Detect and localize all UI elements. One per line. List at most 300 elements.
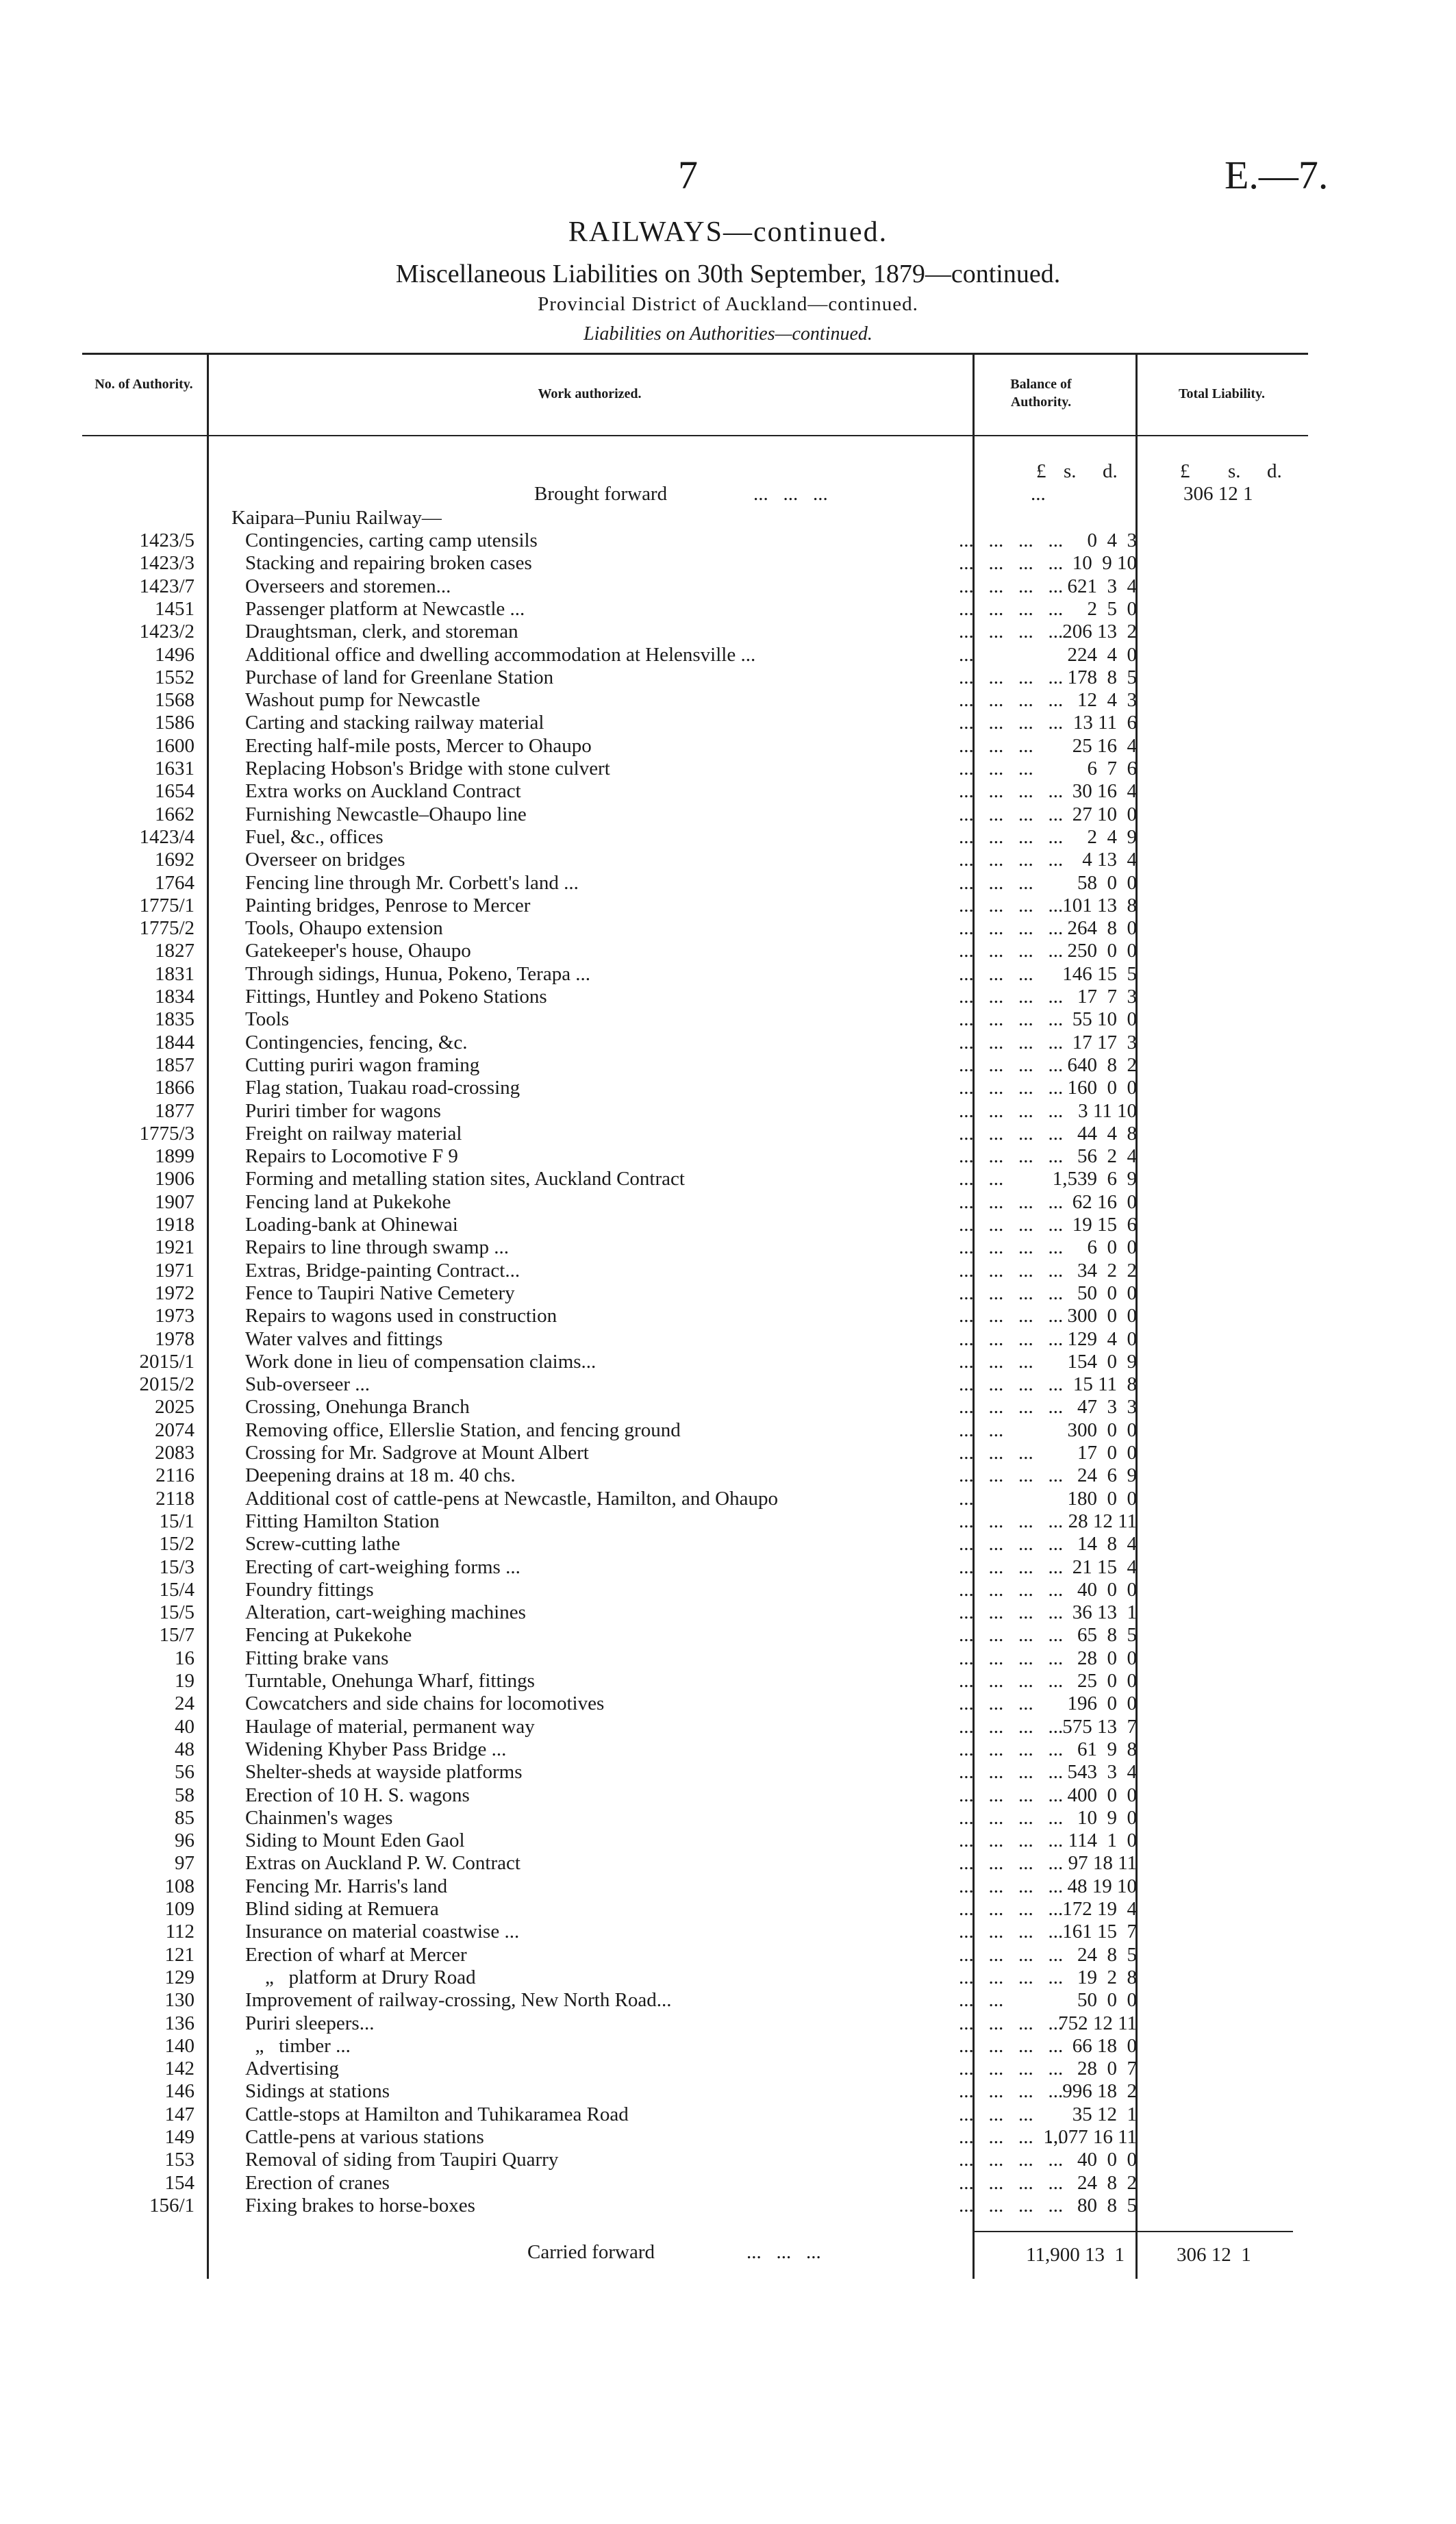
work-description: Haulage of material, permanent way (245, 1715, 535, 1738)
authority-number: 15/4 (159, 1578, 194, 1601)
authority-number: 15/5 (159, 1601, 194, 1624)
leader-dots: ... ... ... ... (959, 1966, 1064, 1988)
table-row (0, 1647, 1456, 1670)
authority-number: 1918 (155, 1214, 194, 1236)
table-row (0, 1761, 1456, 1784)
col-header-total: Total Liability. (1179, 386, 1265, 401)
authority-number: 1423/4 (139, 825, 194, 848)
leader-dots: ... ... ... ... (959, 2080, 1064, 2103)
carried-forward-label: Carried forward (527, 2241, 655, 2263)
brought-forward-dots: ... ... ... (753, 483, 828, 505)
balance-amount: 58 0 0 (1077, 871, 1137, 894)
leader-dots: ... ... ... ... (959, 621, 1064, 643)
work-description: Extras on Auckland P. W. Contract (245, 1852, 520, 1875)
balance-amount: 575 13 7 (1062, 1715, 1137, 1738)
leader-dots: ... ... ... ... (959, 940, 1064, 962)
work-description: Through sidings, Hunua, Pokeno, Terapa ... (245, 962, 591, 985)
balance-amount: 40 0 0 (1077, 1578, 1137, 1601)
leader-dots: ... ... ... ... (959, 1214, 1064, 1236)
work-description: Work done in lieu of compensation claims... (245, 1350, 597, 1373)
authority-number: 136 (164, 2012, 194, 2034)
work-description: Blind siding at Remuera (245, 1898, 439, 1920)
balance-amount: 28 0 7 (1077, 2058, 1137, 2080)
balance-amount: 17 7 3 (1077, 986, 1137, 1008)
authority-number: 15/7 (159, 1624, 194, 1647)
shillings-unit: s. (1064, 460, 1077, 482)
table-row (0, 689, 1456, 712)
table-row (0, 2035, 1456, 2058)
work-description: Removal of siding from Taupiri Quarry (245, 2149, 559, 2171)
table-top-rule (82, 353, 1308, 355)
table-row (0, 1875, 1456, 1898)
leader-dots: ... ... ... ... (959, 1053, 1064, 1076)
balance-amount: 62 16 0 (1072, 1190, 1137, 1213)
table-row (0, 2058, 1456, 2080)
col-header-work: Work authorized. (538, 386, 642, 401)
leader-dots: ... ... ... ... (959, 689, 1064, 712)
leader-dots: ... ... ... ... (959, 1647, 1064, 1669)
table-row (0, 2149, 1456, 2171)
balance-amount: 6 0 0 (1087, 1236, 1137, 1259)
work-description: Extra works on Auckland Contract (245, 780, 521, 803)
table-row (0, 598, 1456, 621)
page-number: 7 (678, 153, 698, 197)
balance-amount: 129 4 0 (1067, 1327, 1137, 1350)
table-row (0, 1716, 1456, 1738)
leader-dots: ... ... ... (959, 962, 1033, 985)
balance-amount: 14 8 4 (1077, 1533, 1137, 1555)
balance-amount: 17 17 3 (1072, 1031, 1137, 1053)
table-row (0, 1351, 1456, 1373)
leader-dots: ... ... ... (959, 1692, 1033, 1715)
table-row (0, 758, 1456, 780)
work-description: Fencing land at Pukekohe (245, 1190, 451, 1213)
leader-dots: ... ... ... ... (959, 552, 1064, 575)
work-description: Repairs to line through swamp ... (245, 1236, 510, 1259)
work-description: Fitting Hamilton Station (245, 1510, 440, 1532)
authority-number: 1834 (155, 986, 194, 1008)
leader-dots: ... ... ... ... (959, 1670, 1064, 1692)
leader-dots: ... ... ... ... (959, 1305, 1064, 1327)
section-heading: Liabilities on Authorities—continued. (583, 323, 873, 345)
subtitle: Miscellaneous Liabilities on 30th September, 1879—continued. (395, 260, 1061, 288)
balance-amount: 1,539 6 9 (1052, 1168, 1137, 1190)
leader-dots: ... ... ... ... (959, 1282, 1064, 1304)
authority-number: 153 (164, 2149, 194, 2171)
work-description: Freight on railway material (245, 1122, 462, 1145)
leader-dots: ... ... ... ... (959, 1601, 1064, 1624)
table-row (0, 1579, 1456, 1601)
authority-number: 1692 (155, 849, 194, 871)
work-description: Replacing Hobson's Bridge with stone culvert (245, 758, 610, 779)
table-row (0, 575, 1456, 598)
leader-dots: ... ... ... ... (959, 825, 1064, 848)
leader-dots: ... ... ... (959, 1350, 1033, 1373)
table-row (0, 2012, 1456, 2035)
leader-dots: ... ... ... ... (959, 2012, 1064, 2034)
authority-number: 112 (165, 1921, 194, 1943)
balance-amount: 206 13 2 (1062, 621, 1137, 643)
table-row (0, 1966, 1456, 1989)
table-row (0, 1328, 1456, 1351)
leader-dots: ... ... ... ... (959, 575, 1064, 597)
balance-amount: 101 13 8 (1062, 894, 1137, 916)
balance-amount: 56 2 4 (1077, 1145, 1137, 1168)
leader-dots: ... ... ... ... (959, 1555, 1064, 1578)
leader-dots: ... ... ... ... (959, 597, 1064, 620)
leader-dots: ... ... (959, 1989, 1004, 2012)
leader-dots: ... ... ... ... (959, 1510, 1064, 1532)
authority-number: 130 (164, 1989, 194, 2012)
balance-amount: 19 15 6 (1072, 1214, 1137, 1236)
table-row (0, 1692, 1456, 1715)
authority-number: 1857 (155, 1053, 194, 1076)
table-row (0, 666, 1456, 689)
authority-number: 1835 (155, 1008, 194, 1031)
work-description: Deepening drains at 18 m. 40 chs. (245, 1464, 516, 1487)
carried-forward-balance: 11,900 13 1 (1026, 2244, 1125, 2266)
balance-amount: 752 12 11 (1058, 2012, 1137, 2034)
balance-amount: 50 0 0 (1077, 1989, 1137, 2012)
balance-amount: 40 0 0 (1077, 2149, 1137, 2171)
leader-dots: ... ... ... (959, 2103, 1033, 2125)
balance-amount: 28 0 0 (1077, 1647, 1137, 1669)
table-row (0, 1738, 1456, 1761)
table-row (0, 552, 1456, 575)
table-row (0, 1282, 1456, 1305)
authority-number: 19 (175, 1670, 194, 1692)
table-row (0, 986, 1456, 1008)
leader-dots: ... ... (959, 1419, 1004, 1441)
work-description: Insurance on material coastwise ... (245, 1921, 520, 1943)
work-description: Fence to Taupiri Native Cemetery (245, 1282, 515, 1304)
leader-dots: ... ... ... ... (959, 1236, 1064, 1259)
authority-number: 1775/1 (139, 894, 194, 916)
balance-amount: 47 3 3 (1077, 1396, 1137, 1419)
leader-dots: ... ... ... ... (959, 1784, 1064, 1806)
work-description: Fittings, Huntley and Pokeno Stations (245, 986, 547, 1008)
authority-number: 2015/2 (139, 1373, 194, 1396)
leader-dots: ... ... ... ... (959, 2171, 1064, 2194)
leader-dots: ... ... ... ... (959, 1031, 1064, 1053)
balance-amount: 146 15 5 (1062, 962, 1137, 985)
work-description: Widening Khyber Pass Bridge ... (245, 1738, 507, 1760)
authority-number: 1877 (155, 1099, 194, 1122)
work-description: Fencing line through Mr. Corbett's land ... (245, 871, 579, 894)
work-description: Sidings at stations (245, 2080, 390, 2103)
leader-dots: ... (959, 643, 974, 666)
authority-number: 1423/3 (139, 552, 194, 575)
carried-forward-total: 306 12 1 (1177, 2244, 1251, 2266)
balance-amount: 27 10 0 (1072, 803, 1137, 825)
leader-dots: ... ... ... ... (959, 1396, 1064, 1419)
balance-amount: 1,077 16 11 (1043, 2126, 1137, 2148)
balance-amount: 161 15 7 (1062, 1921, 1137, 1943)
leader-dots: ... ... ... ... (959, 1761, 1064, 1784)
authority-number: 2116 (155, 1464, 194, 1487)
work-description: Passenger platform at Newcastle ... (245, 597, 525, 620)
table-row (0, 1054, 1456, 1077)
work-description: Draughtsman, clerk, and storeman (245, 621, 518, 643)
brought-forward-label: Brought forward (534, 483, 668, 505)
work-description: Washout pump for Newcastle (245, 689, 481, 712)
balance-amount: 35 12 1 (1072, 2103, 1137, 2125)
work-description: Sub-overseer ... (245, 1373, 371, 1396)
balance-amount: 264 8 0 (1067, 917, 1137, 940)
work-description: Loading-bank at Ohinewai (245, 1214, 458, 1236)
leader-dots: ... ... ... (959, 758, 1033, 779)
leader-dots: ... ... ... ... (959, 1875, 1064, 1897)
table-row (0, 1145, 1456, 1168)
table-row (0, 644, 1456, 666)
work-description: Forming and metalling station sites, Auckland Contract (245, 1168, 685, 1190)
authority-number: 1654 (155, 780, 194, 803)
leader-dots: ... ... ... ... (959, 803, 1064, 825)
balance-amount: 196 0 0 (1067, 1692, 1137, 1715)
authority-number: 1906 (155, 1168, 194, 1190)
leader-dots: ... ... ... ... (959, 1099, 1064, 1122)
pound-unit: £ (1036, 460, 1046, 482)
leader-dots: ... ... ... ... (959, 1259, 1064, 1282)
balance-amount: 6 7 6 (1087, 758, 1137, 779)
leader-dots: ... ... ... ... (959, 1578, 1064, 1601)
work-description: Cutting puriri wagon framing (245, 1053, 480, 1076)
authority-number: 1600 (155, 734, 194, 757)
table-row (0, 712, 1456, 734)
table-row (0, 1373, 1456, 1396)
table-row (0, 621, 1456, 643)
balance-amount: 61 9 8 (1077, 1738, 1137, 1760)
balance-sum-rule (972, 2231, 1135, 2232)
work-description: Crossing, Onehunga Branch (245, 1396, 470, 1419)
leader-dots: ... ... ... ... (959, 1806, 1064, 1829)
authority-number: 2083 (155, 1442, 194, 1464)
table-row (0, 735, 1456, 758)
table-row (0, 1488, 1456, 1510)
table-row (0, 1077, 1456, 1099)
leader-dots: ... ... ... ... (959, 2034, 1064, 2057)
table-row (0, 1442, 1456, 1464)
leader-dots: ... ... ... ... (959, 1145, 1064, 1168)
work-description: Siding to Mount Eden Gaol (245, 1829, 465, 1852)
balance-amount: 300 0 0 (1067, 1305, 1137, 1327)
leader-dots: ... ... ... ... (959, 780, 1064, 803)
authority-number: 97 (175, 1852, 194, 1875)
authority-number: 48 (175, 1738, 194, 1760)
authority-number: 85 (175, 1806, 194, 1829)
authority-number: 15/1 (159, 1510, 194, 1532)
work-description: Advertising (245, 2058, 339, 2080)
table-row (0, 1898, 1456, 1921)
balance-amount: 10 9 0 (1077, 1806, 1137, 1829)
leader-dots: ... ... ... ... (959, 2058, 1064, 2080)
balance-amount: 55 10 0 (1072, 1008, 1137, 1031)
leader-dots: ... ... (959, 1168, 1004, 1190)
authority-number: 1423/7 (139, 575, 194, 597)
authority-number: 1972 (155, 1282, 194, 1304)
work-description: Turntable, Onehunga Wharf, fittings (245, 1670, 535, 1692)
authority-number: 1631 (155, 758, 194, 779)
work-description: Erection of 10 H. S. wagons (245, 1784, 470, 1806)
authority-number: 1899 (155, 1145, 194, 1168)
authority-number: 2015/1 (139, 1350, 194, 1373)
table-row (0, 1601, 1456, 1624)
table-row (0, 872, 1456, 895)
authority-number: 154 (164, 2171, 194, 2194)
leader-dots: ... ... ... ... (959, 1715, 1064, 1738)
balance-amount: 24 8 5 (1077, 1943, 1137, 1966)
balance-amount: 17 0 0 (1077, 1442, 1137, 1464)
table-row (0, 2195, 1456, 2217)
balance-amount: 28 12 11 (1068, 1510, 1137, 1532)
authority-number: 146 (164, 2080, 194, 2103)
work-description: Alteration, cart-weighing machines (245, 1601, 526, 1624)
balance-amount: 400 0 0 (1067, 1784, 1137, 1806)
work-description: Puriri timber for wagons (245, 1099, 441, 1122)
balance-amount: 224 4 0 (1067, 643, 1137, 666)
table-row (0, 2172, 1456, 2195)
leader-dots: ... ... ... ... (959, 2126, 1064, 2148)
authority-number: 140 (164, 2034, 194, 2057)
table-row (0, 1852, 1456, 1875)
authority-number: 1568 (155, 689, 194, 712)
balance-amount: 34 2 2 (1077, 1259, 1137, 1282)
work-description: Screw-cutting lathe (245, 1533, 401, 1555)
authority-number: 142 (164, 2058, 194, 2080)
table-row (0, 2103, 1456, 2126)
col-header-authority: No. of Authority. (95, 377, 193, 392)
work-description: Painting bridges, Penrose to Mercer (245, 894, 531, 916)
table-row (0, 1989, 1456, 2012)
work-description: Furnishing Newcastle–Ohaupo line (245, 803, 527, 825)
leader-dots: ... ... ... ... (959, 1738, 1064, 1760)
balance-amount: 180 0 0 (1067, 1487, 1137, 1510)
table-row (0, 2080, 1456, 2103)
work-description: Chainmen's wages (245, 1806, 393, 1829)
table-row (0, 529, 1456, 552)
work-description: Improvement of railway-crossing, New North Road... (245, 1989, 672, 2012)
balance-amount: 160 0 0 (1067, 1077, 1137, 1099)
balance-amount: 300 0 0 (1067, 1419, 1137, 1441)
table-row (0, 1396, 1456, 1419)
balance-amount: 172 19 4 (1062, 1898, 1137, 1920)
table-row (0, 1008, 1456, 1031)
table-row (0, 1032, 1456, 1054)
authority-number: 1764 (155, 871, 194, 894)
balance-amount: 65 8 5 (1077, 1624, 1137, 1647)
leader-dots: ... ... ... ... (959, 712, 1064, 734)
leader-dots: ... ... ... ... (959, 529, 1064, 551)
leader-dots: ... ... ... ... (959, 986, 1064, 1008)
table-row (0, 1168, 1456, 1190)
leader-dots: ... ... ... ... (959, 1533, 1064, 1555)
authority-number: 2025 (155, 1396, 194, 1419)
total-shillings-unit: s. (1228, 460, 1241, 482)
table-row (0, 1670, 1456, 1692)
authority-number: 109 (164, 1898, 194, 1920)
authority-number: 1978 (155, 1327, 194, 1350)
authority-number: 1921 (155, 1236, 194, 1259)
total-sum-rule (1135, 2231, 1293, 2232)
balance-amount: 621 3 4 (1067, 575, 1137, 597)
table-row (0, 849, 1456, 871)
balance-amount: 48 19 10 (1067, 1875, 1137, 1897)
authority-number: 129 (164, 1966, 194, 1988)
work-description: Erecting of cart-weighing forms ... (245, 1555, 520, 1578)
work-description: Foundry fittings (245, 1578, 374, 1601)
authority-number: 147 (164, 2103, 194, 2125)
authority-number: 16 (175, 1647, 194, 1669)
work-description: Water valves and fittings (245, 1327, 443, 1350)
balance-amount: 12 4 3 (1077, 689, 1137, 712)
balance-amount: 996 18 2 (1062, 2080, 1137, 2103)
authority-number: 2074 (155, 1419, 194, 1441)
balance-amount: 66 18 0 (1072, 2034, 1137, 2057)
table-row (0, 1100, 1456, 1123)
authority-number: 58 (175, 1784, 194, 1806)
table-row (0, 940, 1456, 962)
balance-amount: 2 5 0 (1087, 597, 1137, 620)
leader-dots: ... ... ... ... (959, 1829, 1064, 1852)
leader-dots: ... (959, 1487, 974, 1510)
group-heading: Kaipara–Puniu Railway— (231, 507, 442, 529)
authority-number: 1423/5 (139, 529, 194, 551)
leader-dots: ... ... ... ... (959, 1077, 1064, 1099)
leader-dots: ... ... ... ... (959, 1943, 1064, 1966)
table-row (0, 1123, 1456, 1145)
leader-dots: ... ... ... ... (959, 917, 1064, 940)
header-bottom-rule (82, 435, 1308, 436)
work-description: Repairs to Locomotive F 9 (245, 1145, 458, 1168)
leader-dots: ... ... ... ... (959, 894, 1064, 916)
table-row (0, 1921, 1456, 1943)
work-description: Fencing Mr. Harris's land (245, 1875, 448, 1897)
work-description: Fixing brakes to horse-boxes (245, 2194, 475, 2216)
authority-number: 121 (164, 1943, 194, 1966)
work-description: Contingencies, fencing, &c. (245, 1031, 468, 1053)
balance-amount: 50 0 0 (1077, 1282, 1137, 1304)
table-row (0, 963, 1456, 986)
work-description: Tools, Ohaupo extension (245, 917, 443, 940)
table-row (0, 826, 1456, 849)
work-description: „ timber ... (245, 2034, 351, 2057)
brought-forward-total: 306 12 1 (1183, 483, 1253, 505)
table-row (0, 803, 1456, 826)
work-description: Extras, Bridge-painting Contract... (245, 1259, 520, 1282)
page-code: E.—7. (1225, 153, 1329, 197)
authority-number: 1973 (155, 1305, 194, 1327)
balance-amount: 25 0 0 (1077, 1670, 1137, 1692)
carried-forward-dots: ... ... ... (746, 2241, 821, 2263)
leader-dots: ... ... ... ... (959, 849, 1064, 871)
authority-number: 149 (164, 2126, 194, 2148)
balance-amount: 24 6 9 (1077, 1464, 1137, 1487)
work-description: Removing office, Ellerslie Station, and fencing ground (245, 1419, 681, 1441)
total-pound-unit: £ (1180, 460, 1190, 482)
pence-unit: d. (1103, 460, 1118, 482)
authority-number: 1775/3 (139, 1122, 194, 1145)
work-description: Shelter-sheds at wayside platforms (245, 1761, 523, 1784)
balance-amount: 97 18 11 (1068, 1852, 1137, 1875)
work-description: Overseer on bridges (245, 849, 405, 871)
leader-dots: ... ... ... ... (959, 1008, 1064, 1031)
table-row (0, 895, 1456, 917)
authority-number: 1827 (155, 940, 194, 962)
work-description: Repairs to wagons used in construction (245, 1305, 557, 1327)
authority-number: 15/2 (159, 1533, 194, 1555)
table-row (0, 1305, 1456, 1327)
balance-amount: 2 4 9 (1087, 825, 1137, 848)
